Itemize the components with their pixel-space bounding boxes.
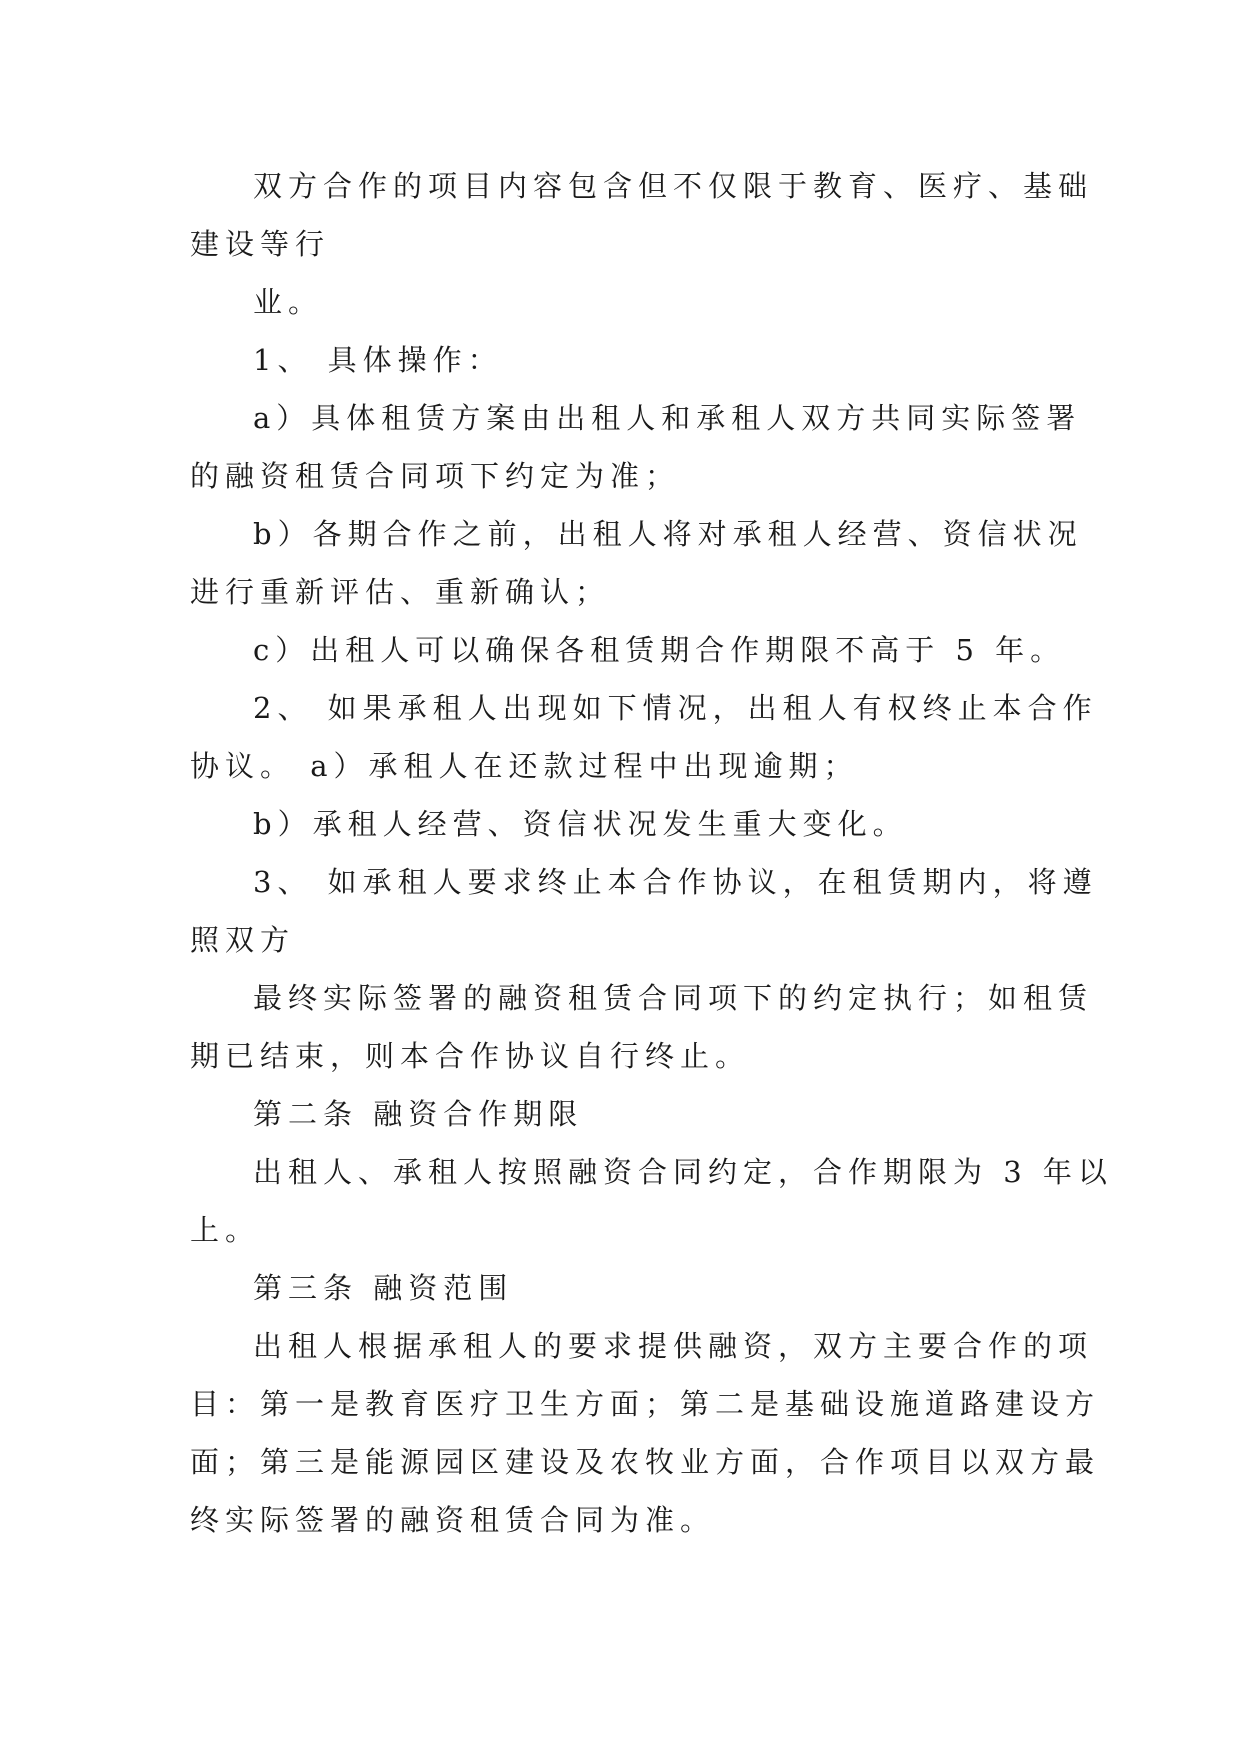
paragraph-line: 目：第一是教育医疗卫生方面；第二是基础设施道路建设方 xyxy=(190,1387,1101,1421)
paragraph-line: 面；第三是能源园区建设及农牧业方面，合作项目以双方最 xyxy=(190,1445,1101,1479)
paragraph-line: 协议。 a）承租人在还款过程中出现逾期； xyxy=(190,749,859,783)
paragraph-line: 进行重新评估、重新确认； xyxy=(190,575,611,609)
paragraph-line: 的融资租赁合同项下约定为准； xyxy=(190,459,681,493)
paragraph-line: 出租人、承租人按照融资合同约定，合作期限为 3 年以 xyxy=(253,1155,1113,1189)
list-item-c: c）出租人可以确保各租赁期合作期限不高于 5 年。 xyxy=(253,633,1066,667)
list-heading: 1、 具体操作： xyxy=(253,343,503,377)
list-item-b: b）各期合作之前，出租人将对承租人经营、资信状况 xyxy=(253,517,1083,551)
list-heading: 2、 如果承租人出现如下情况，出租人有权终止本合作 xyxy=(253,691,1098,725)
section-heading: 第三条 融资范围 xyxy=(253,1271,514,1305)
paragraph-line: 期已结束，则本合作协议自行终止。 xyxy=(190,1039,751,1073)
paragraph-line: 双方合作的项目内容包含但不仅限于教育、医疗、基础 xyxy=(253,169,1094,203)
paragraph-line: 上。 xyxy=(190,1213,261,1247)
paragraph-line: 照双方 xyxy=(190,923,296,957)
list-item-b: b）承租人经营、资信状况发生重大变化。 xyxy=(253,807,908,841)
list-item-a: a）具体租赁方案由出租人和承租人双方共同实际签署 xyxy=(253,401,1082,435)
paragraph-line: 出租人根据承租人的要求提供融资，双方主要合作的项 xyxy=(253,1329,1094,1363)
paragraph-line: 业。 xyxy=(253,285,324,319)
paragraph-line: 终实际签署的融资租赁合同为准。 xyxy=(190,1503,716,1537)
section-heading: 第二条 融资合作期限 xyxy=(253,1097,584,1131)
paragraph-line: 建设等行 xyxy=(190,227,331,261)
paragraph-line: 最终实际签署的融资租赁合同项下的约定执行；如租赁 xyxy=(253,981,1094,1015)
list-heading: 3、 如承租人要求终止本合作协议，在租赁期内，将遵 xyxy=(253,865,1098,899)
